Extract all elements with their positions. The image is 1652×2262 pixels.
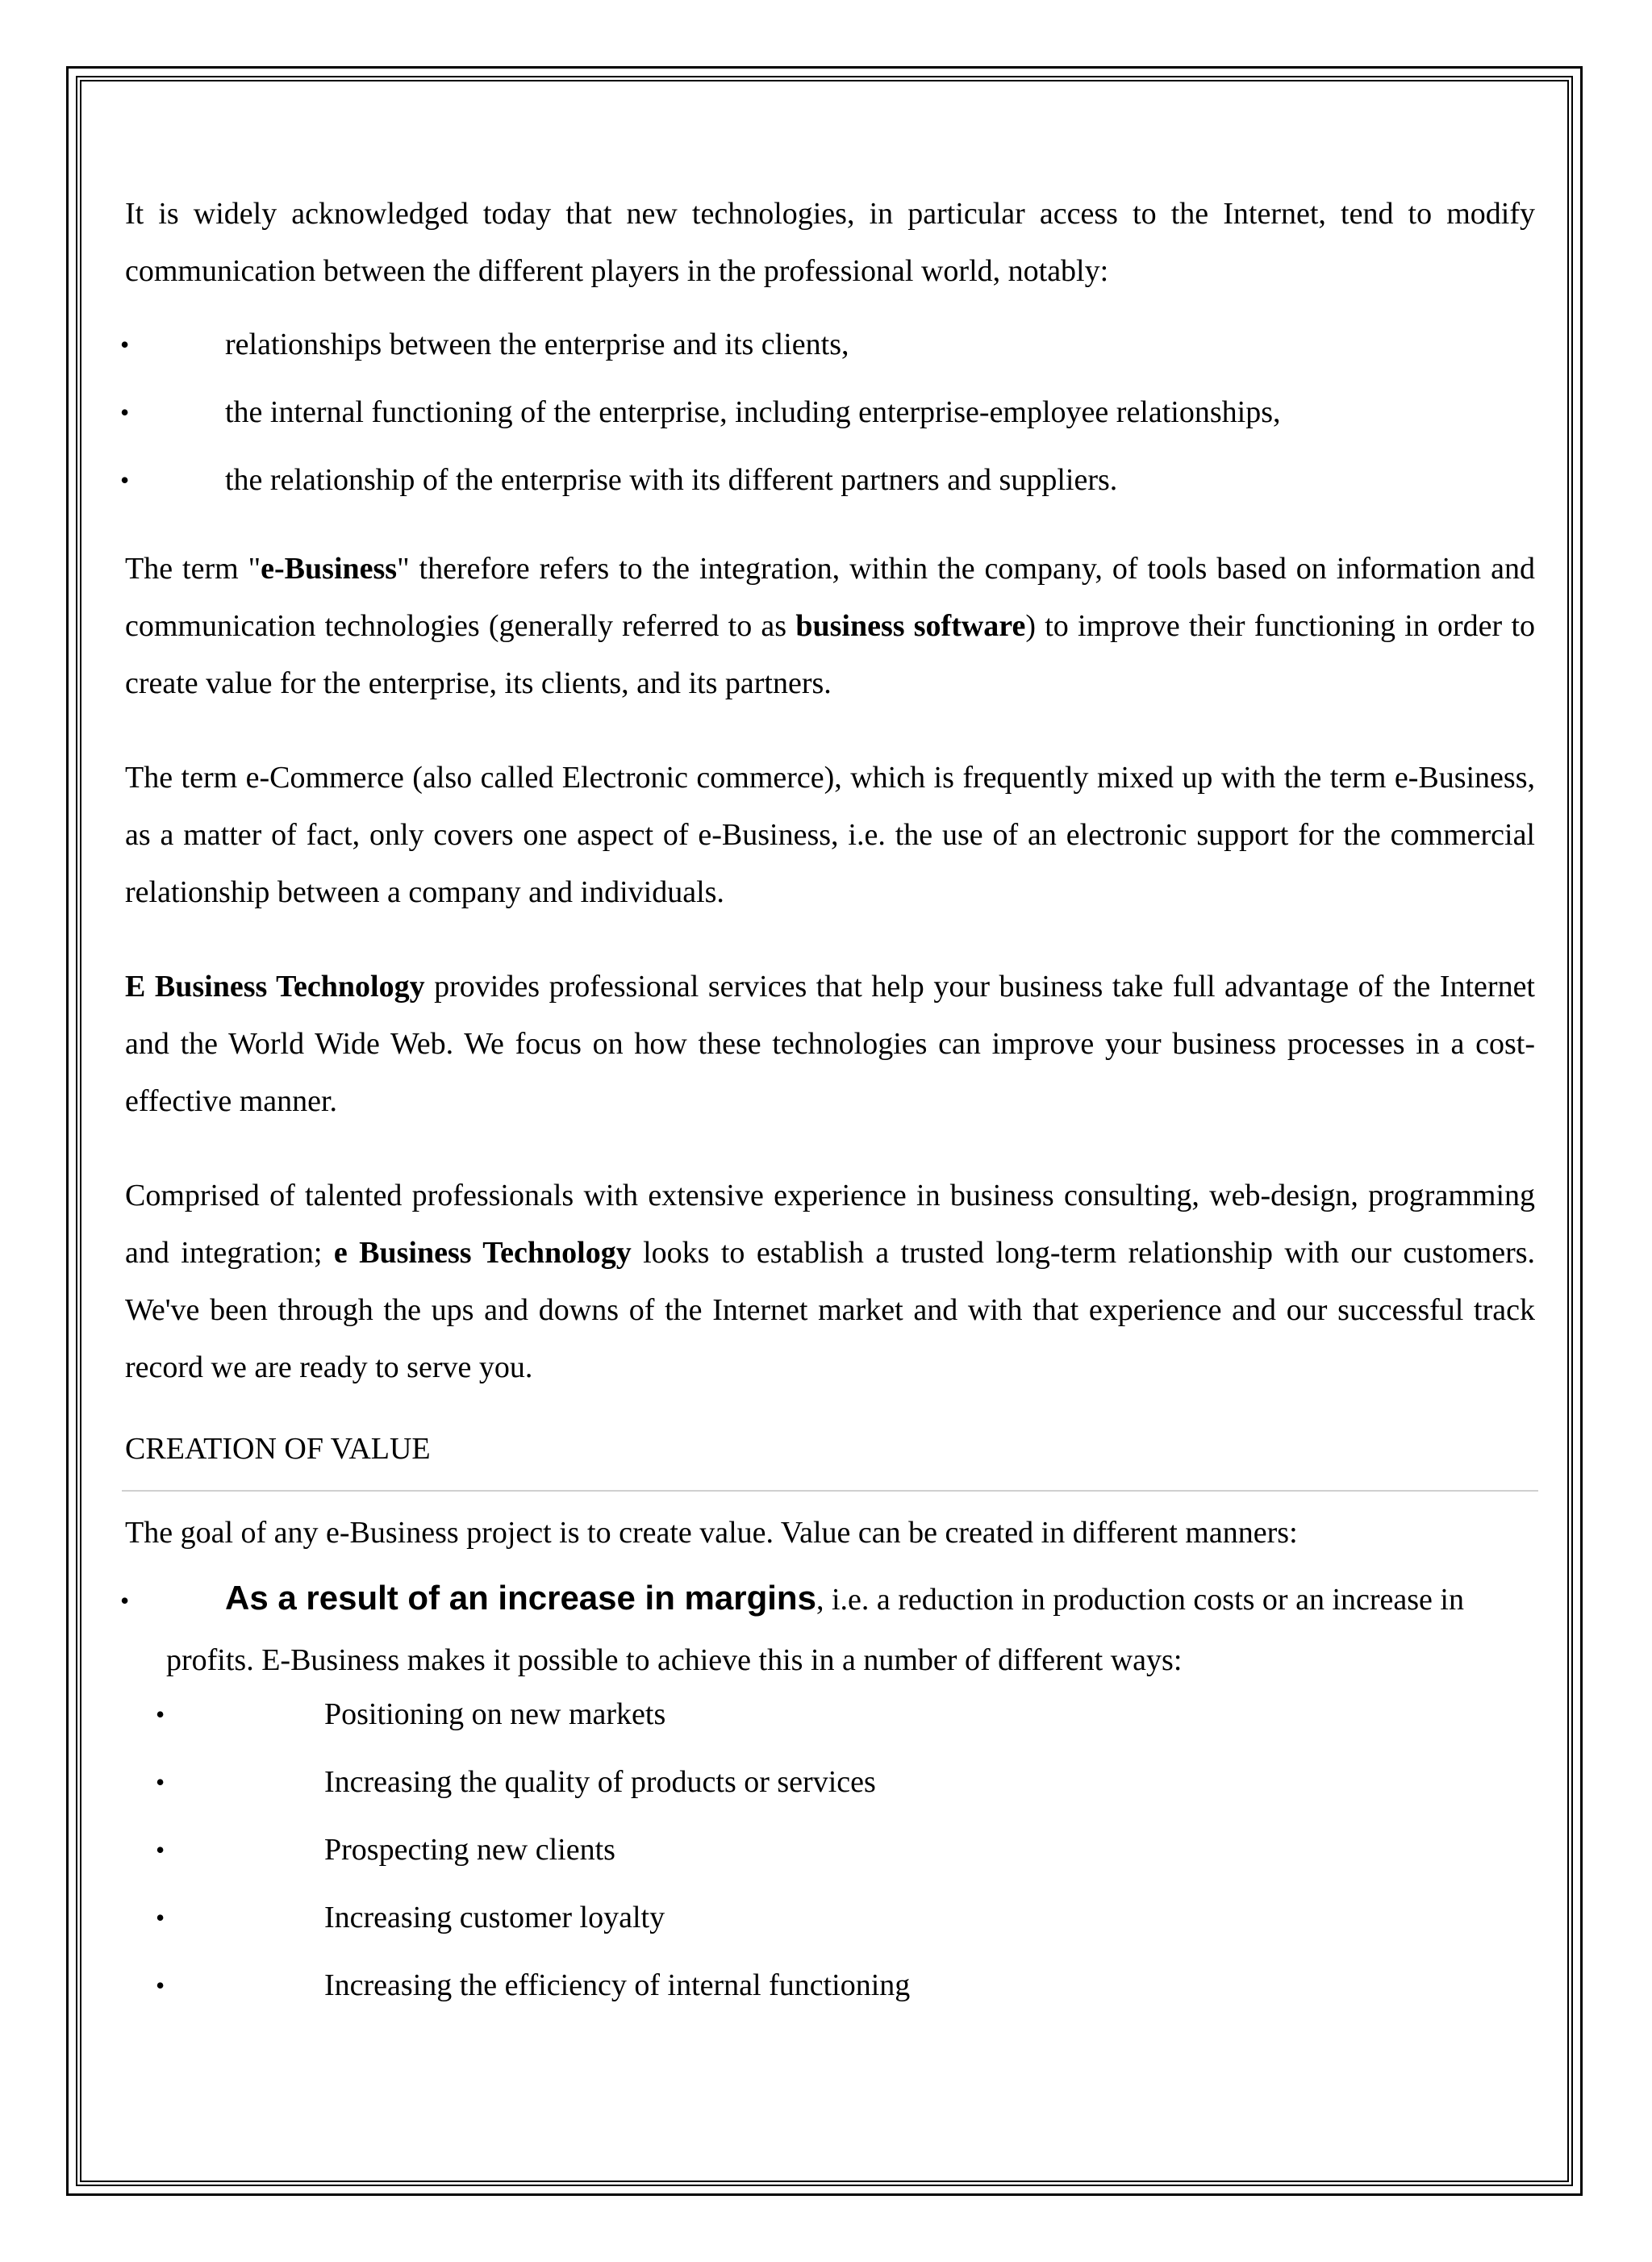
bullet-icon: •: [120, 330, 130, 359]
bullet-icon: •: [156, 1700, 165, 1729]
section-divider: [122, 1490, 1538, 1492]
list-item: • Prospecting new clients: [156, 1833, 615, 1867]
list-item: • Increasing the quality of products or services: [156, 1765, 876, 1799]
list-item: • relationships between the enterprise and its clients,: [120, 328, 849, 361]
margins-list-item: • As a result of an increase in margins, i.e. a reduction in production costs or an increase in profits. E-Business makes it possible to achieve this in a number of different ways:: [125, 1567, 1535, 1691]
intro-bullet-list: [120, 328, 1535, 532]
goal-paragraph: The goal of any e-Business project is to create value. Value can be created in different manners:: [125, 1516, 1298, 1550]
comprised-paragraph: Comprised of talented professionals with extensive experience in business consulting, web-design, programming and integration; e Business Technology looks to establish a trusted long-term relationship with our customers. We've been through the ups and downs of the Internet market and with that experience and our successful track record we are ready to serve you.: [125, 1179, 1536, 1384]
bullet-icon: •: [156, 1971, 165, 2000]
intro-paragraph: It is widely acknowledged today that new technologies, in particular access to the Internet, tend to modify communication between the different players in the professional world, notably:: [125, 197, 1535, 288]
list-item: • Increasing the efficiency of internal functioning: [156, 1968, 911, 2002]
list-item: • Positioning on new markets: [156, 1697, 666, 1731]
section-heading: CREATION OF VALUE: [125, 1432, 431, 1466]
list-item: • Increasing customer loyalty: [156, 1901, 665, 1934]
bullet-icon: •: [156, 1903, 165, 1932]
ebt-paragraph: E Business Technology provides professional services that help your business take full advantage of the Internet and the World Wide Web. We focus on how these technologies can improve your business processes in a cost-effective manner.: [125, 970, 1535, 1118]
bullet-icon: •: [120, 398, 130, 427]
bullet-icon: •: [156, 1835, 165, 1864]
bullet-icon: •: [156, 1767, 165, 1797]
bullet-icon: •: [120, 465, 130, 495]
ecommerce-paragraph: The term e-Commerce (also called Electronic commerce), which is frequently mixed up with the term e-Business, as a matter of fact, only covers one aspect of e-Business, i.e. the use of an electronic support for the commercial relationship between a company and individuals.: [125, 761, 1535, 909]
bullet-icon: •: [120, 1586, 130, 1615]
margins-sublist: [125, 1699, 1535, 2038]
list-item: • the internal functioning of the enterprise, including enterprise-employee relationships,: [120, 395, 1281, 429]
document-body: [120, 186, 1536, 2038]
list-item: • the relationship of the enterprise with its different partners and suppliers.: [120, 463, 1118, 497]
ebusiness-paragraph: The term "e-Business" therefore refers to the integration, within the company, of tools based on information and communication technologies (generally referred to as business software) to improve their functioning in order to create value for the enterprise, its clients, and its partners.: [125, 552, 1535, 700]
